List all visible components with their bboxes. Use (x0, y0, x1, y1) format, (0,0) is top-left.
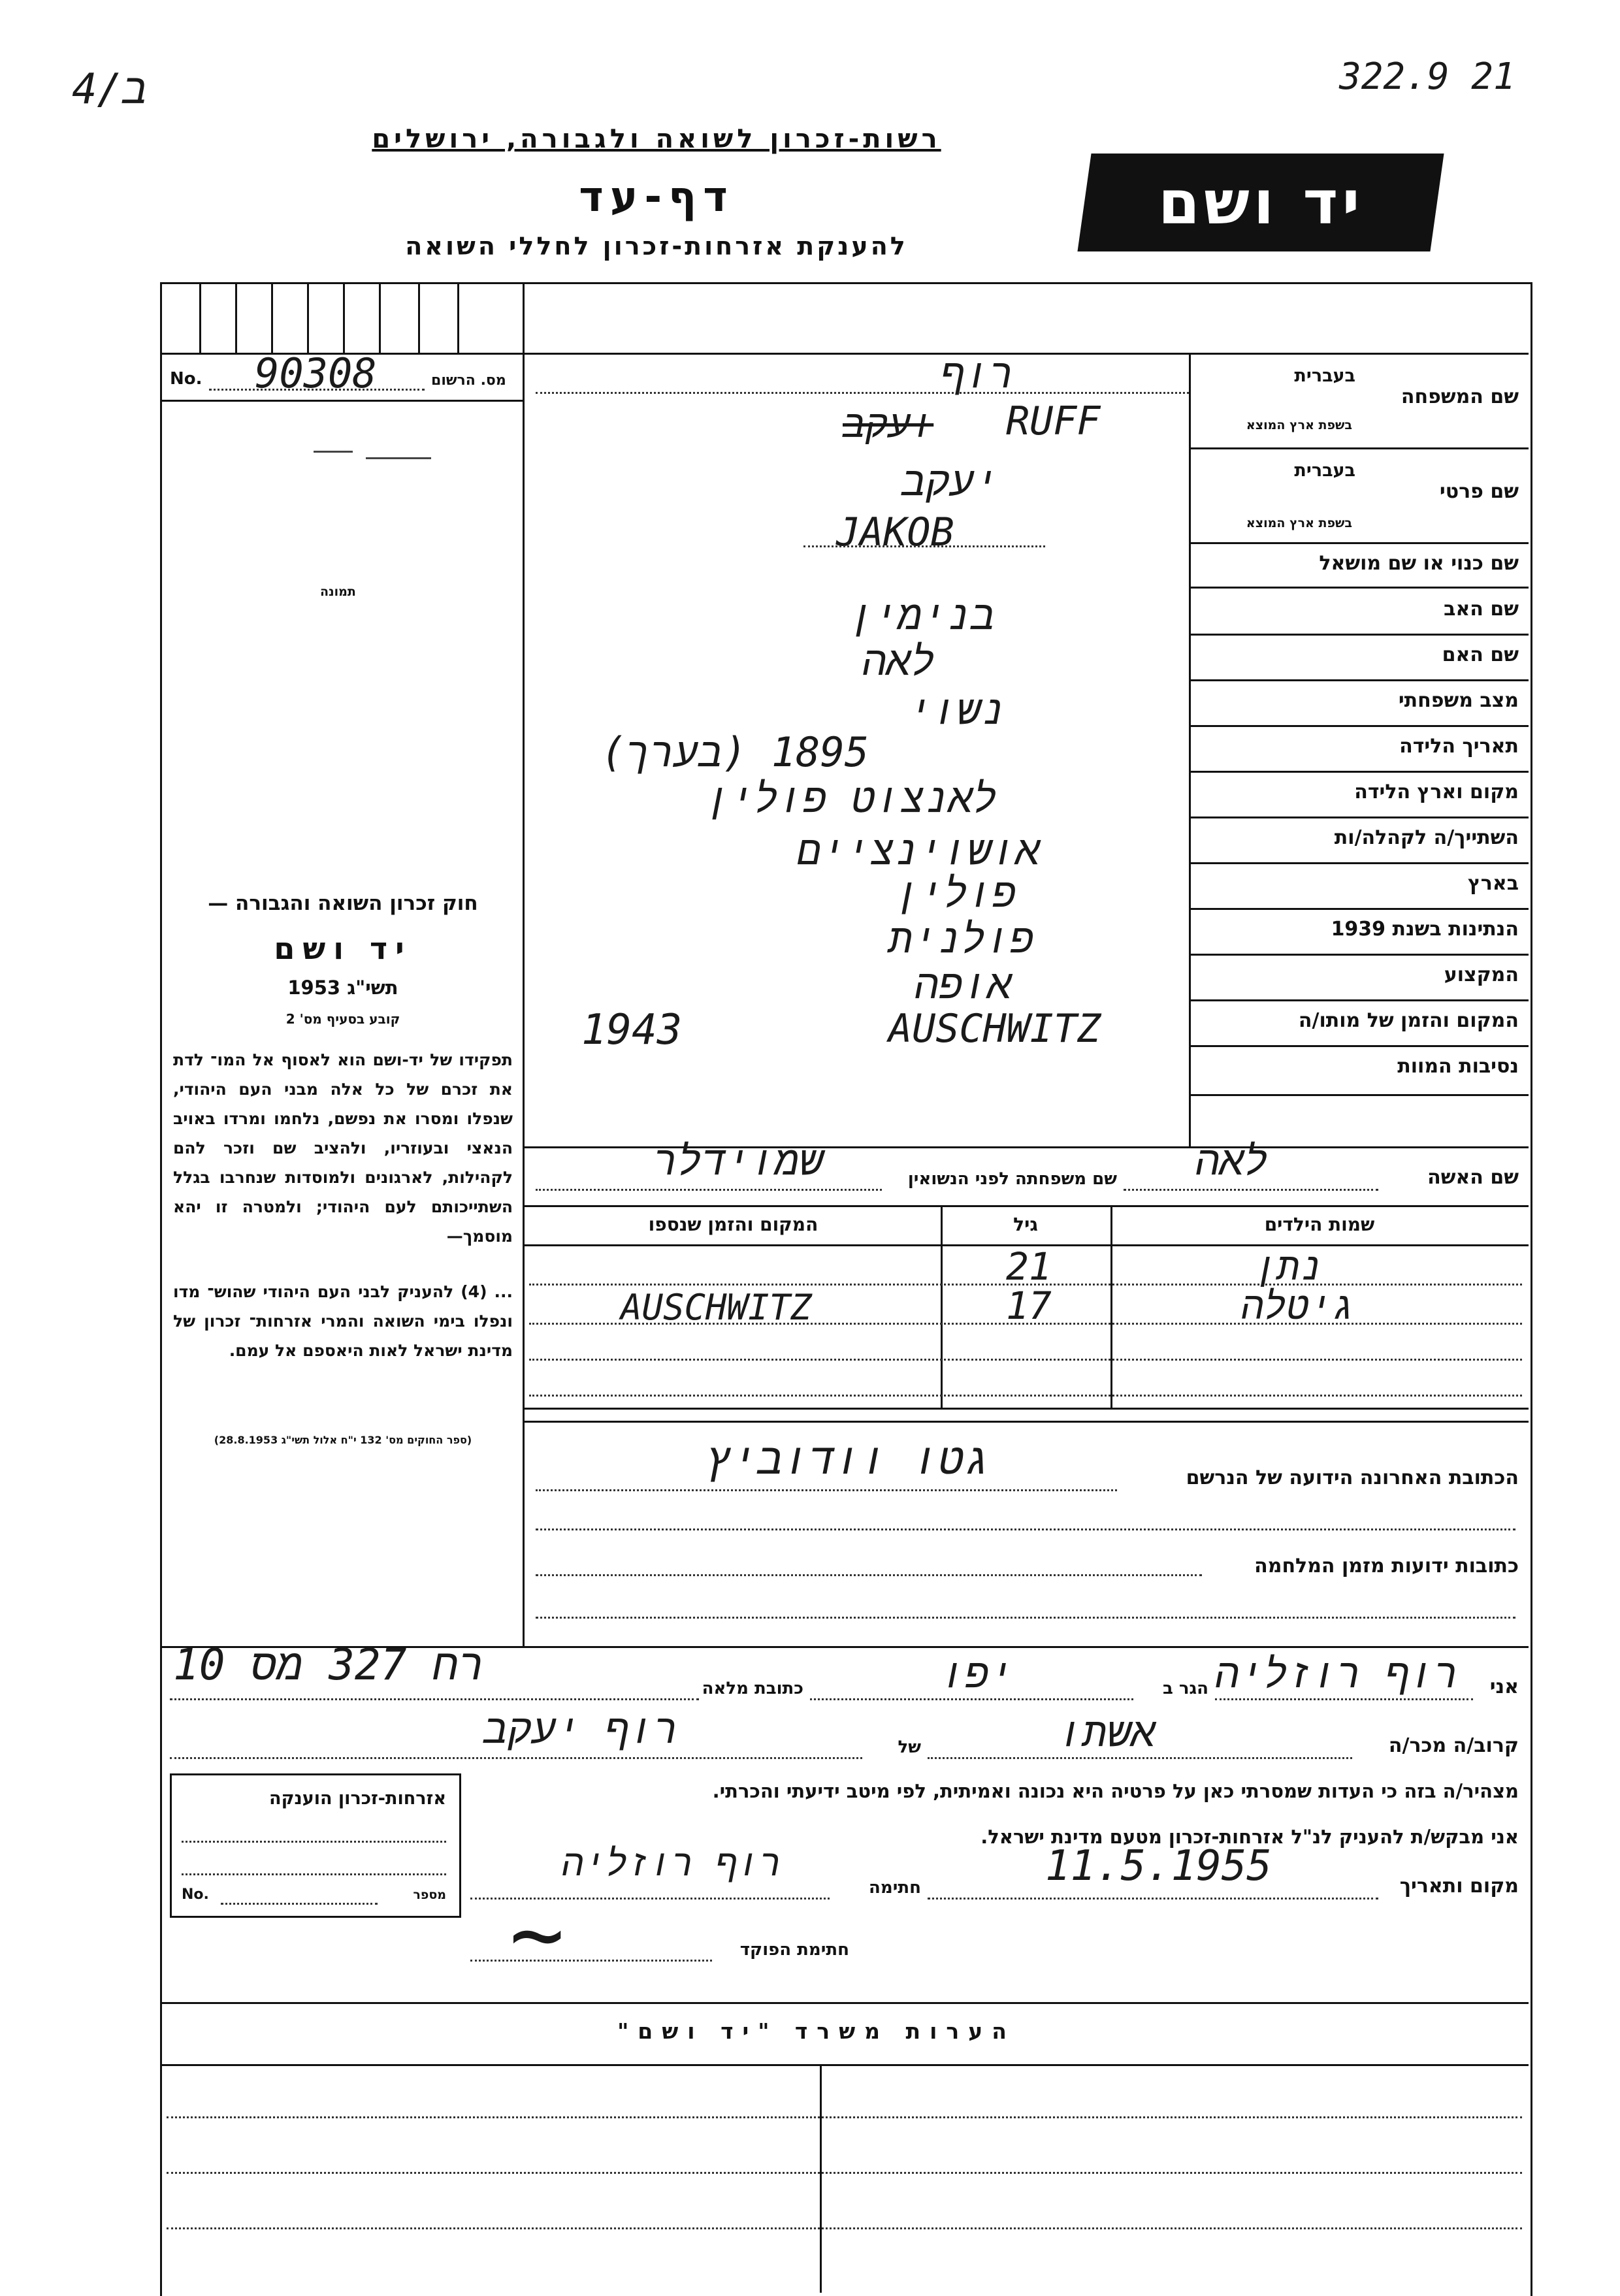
certificate-no-label: No. (182, 1886, 209, 1903)
corner-note-left: ב/4 (72, 65, 148, 114)
profession-value: אופה (915, 960, 1012, 1008)
father-value: בנימין (849, 591, 996, 639)
relation-value: אשתו (1058, 1708, 1156, 1756)
lives-in-value: יפו (941, 1649, 1014, 1697)
declarant-signature: רוף רוזליה (562, 1842, 782, 1884)
birth-place-label: מקום וארץ הלידה (1354, 781, 1519, 803)
marital-value: נשוי (908, 686, 1005, 734)
family-origin-struck: ועקב (843, 402, 934, 446)
law-source: (ספר החוקים מס' 132 י"ח אלול תשי"ג 28.8.1953) (214, 1434, 472, 1446)
form-subtitle: להענקת אזרחות-זכרון לחללי השואה (405, 232, 908, 261)
of-label: של (898, 1738, 921, 1757)
law-paragraph-2: ... (4) להעניק לבני העם היהודי שהוש־ מדו ונפלו בימי השואה והמרי אזרחות־ זכרון של מדינת ישראל לאות היאספם אל עמם. (173, 1282, 513, 1360)
law-section: קובע בסעיף מס' 2 (285, 1011, 400, 1027)
circumstances-label: נסיבות המוות (1397, 1055, 1519, 1078)
profession-label: המקצוע (1444, 963, 1519, 986)
family-hebrew-value: רוף (941, 349, 1014, 397)
photo-label: תמונה (320, 585, 356, 599)
family-origin-value: RUFF (1006, 398, 1101, 444)
war-address-label: כתובות ידועות מזמן המלחמה (1254, 1555, 1519, 1577)
last-address-value: גטו וודוביץ (705, 1434, 990, 1484)
relation-label: קרוב/ה מכר/ה (1388, 1734, 1519, 1757)
child-age: 17 (1006, 1284, 1052, 1328)
first-hebrew-value: יעקב (901, 457, 999, 505)
place-date-value: 11.5.1955 (1045, 1842, 1272, 1890)
form-title: דף-עד (579, 173, 734, 221)
wife-label: שם האשה (1427, 1166, 1519, 1189)
birth-date-label: תאריך הלידה (1399, 735, 1519, 758)
registration-no-label: No. (170, 369, 202, 389)
children-names-header: שמות הילדים (1264, 1214, 1375, 1235)
death-year: 1943 (581, 1006, 683, 1054)
of-name: רוף יעקב (483, 1705, 678, 1753)
yad-vashem-logo: יד ושם (1077, 154, 1444, 251)
authority-header: רשות-זכרון לשואה ולגבורה, ירושלים (372, 124, 941, 154)
mother-value: לאה (862, 637, 935, 685)
citizenship-label: הנתינות בשנת 1939 (1331, 918, 1519, 941)
community-label: השתייך/ה לקהלה/ות (1334, 826, 1519, 849)
registration-label: מס. הרשום (431, 372, 506, 389)
country-value: פולין (895, 869, 1017, 916)
family-in-hebrew-label: בעברית (1294, 366, 1355, 386)
child-age: 21 (1006, 1244, 1052, 1289)
law-name: יד ושם (274, 931, 412, 966)
death-place: AUSCHWITZ (888, 1006, 1101, 1052)
birth-date-value: 1895 (בערך) (601, 728, 869, 776)
declaration-text: מצהיר/ה בזה כי העדות שמסרתי כאן על פרטיה היא נכונה ואמיתית, לפי מיטב ידיעתי והכרתי. (712, 1780, 1519, 1802)
last-address-label: הכתובת האחרונה הידועה של הנרשם (1186, 1466, 1519, 1489)
place-date-label: מקום ותאריך (1399, 1875, 1519, 1898)
address-value: רח 327 מס 10 (173, 1640, 485, 1690)
signature-label: חתימה (869, 1878, 921, 1898)
declarant-name: רוף רוזליה (1215, 1649, 1459, 1697)
law-year: תשי"ג 1953 (287, 977, 398, 999)
officer-signature-label: חתימת הפוקד (739, 1940, 849, 1960)
corner-note-right: 322.9 21 (1339, 56, 1515, 98)
first-origin-value: JAKOB (836, 509, 954, 555)
children-age-header: גיל (1013, 1214, 1038, 1235)
mother-label: שם האם (1442, 643, 1519, 666)
certificate-box (170, 1773, 461, 1918)
declarant-i-label: אני (1489, 1675, 1519, 1698)
first-in-hebrew-label: בעברית (1294, 461, 1355, 481)
marital-label: מצב משפחתי (1398, 689, 1519, 712)
child-death-place: AUSCHWITZ (621, 1287, 812, 1328)
officer-signature: ~ (510, 1881, 565, 1988)
death-label: המקום והזמן של מותו/ה (1298, 1009, 1519, 1032)
nickname-label: שם כנוי או שם מושאל (1319, 552, 1519, 575)
child-name: נתן (1254, 1244, 1323, 1289)
family-name-label: שם המשפחה (1401, 385, 1519, 408)
lives-in-label: הגר ב (1162, 1679, 1208, 1698)
citizenship-value: פולנית (888, 914, 1035, 962)
birth-place-value: לאנצוט פולין (705, 774, 997, 822)
address-label: כתובת מלאה (702, 1679, 803, 1698)
law-paragraph-1: תפקידו של יד-ושם הוא לאסוף אל המו־ לדת את זכרם של כל אלה מבני העם היהודי, שנפלו ומסרו את נפשם, נלחמו ומרדו באויב הנאצי ובעוזריו, ולהציב שם וזכר להם לקהילות, לארגונים ולמוסדות שנחרבו בגלל השתייכותם לעם היהודי; ולמטרה זו יהא מוסמך— (173, 1050, 513, 1246)
first-origin-label: בשפת ארץ המוצא (1246, 516, 1352, 530)
certificate-title: אזרחות-זכרון הוענקה (269, 1788, 446, 1809)
family-origin-label: בשפת ארץ המוצא (1246, 418, 1352, 432)
law-heading: חוק זכרון השואה והגבורה — (208, 892, 478, 915)
registration-number: 90308 (255, 349, 377, 397)
maiden-label: שם משפחתה לפני הנשואין (907, 1169, 1117, 1189)
country-label: בארץ (1467, 872, 1519, 895)
first-name-label: שם פרטי (1439, 480, 1519, 503)
maiden-name: שמוידלר (653, 1137, 824, 1184)
certificate-number-label: מספר (413, 1888, 446, 1902)
community-value: אושוינציים (797, 826, 1041, 874)
father-label: שם האב (1444, 598, 1519, 621)
request-text: אני מבקש/ת להעניק לנ"ל אזרחות-זכרון מטעם מדינת ישראל. (980, 1826, 1519, 1848)
wife-name: לאה (1195, 1137, 1269, 1184)
office-notes-title: הערות משרד "יד ושם" (617, 2018, 1016, 2044)
child-name: גיטלה (1241, 1284, 1355, 1328)
children-place-header: המקום והזמן שנספו (648, 1214, 818, 1235)
